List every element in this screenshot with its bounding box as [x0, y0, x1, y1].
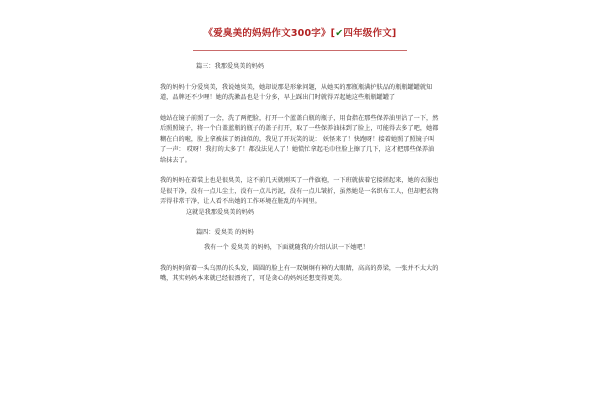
- paragraph-2c: 哎呀！我打的太多了！都没法见人了！她慌忙拿起毛巾往脸上擦了几下，这才把那些保养油给抹去了。: [160, 146, 435, 164]
- paragraph-3-end: 这就是我那爱臭美的妈妈: [186, 208, 255, 216]
- title-main: 《爱臭美的妈妈作文300字》: [203, 28, 331, 39]
- article-body: [160, 62, 440, 295]
- section3-heading: 篇三：我那爱臭美的妈妈: [196, 63, 265, 70]
- paragraph-3: 我的妈妈在着装上也是很臭美，这不前几天就刚买了一件旗袍，一下班就拔着它接搓起来，她的衣服也是很干净，没有一点儿尘土，没有一点儿污泥，没有一点儿皱折，虽然她是一名织布工人，但却把衣物弄得非常干净，让人看不出她的工作环境在脏乱的车间里。: [160, 177, 439, 206]
- paragraph-1: 我的妈妈十分爱臭美，我说她臭美，她却说那是形象问题，从她买的那瓶瓶满护肤品的瓶瓶罐罐就知道，品牌还不少哩！她的洗漱品也是十分多，早上踩出门时就得弄起她这些瓶瓶罐罐了: [160, 83, 433, 102]
- paragraph-2a: 她站在镜子前照了一会，洗了两把脸，打开一个蓝盖白瓶的瓶子，用食指在那些保养油里沾了一下，然后照照镜子，将一个白盖蓝瓶的瓶子的盖子打开，取了一些保养油抹到了脸上，可能得去多了吧，她都糊在白的啦，脸上拿被抹了奶油似的，我见了开玩笑的说：: [160, 115, 439, 143]
- paragraph-2b: 妖怪来了！快跑呀！接着她照了照镜子叫了一声：: [160, 135, 435, 154]
- title-divider: [193, 50, 407, 51]
- title-tag-bracket-close: ]: [391, 28, 397, 39]
- checkmark-icon: ✔: [335, 28, 344, 39]
- section4-intro: 我有一个 爱臭美 的妈妈，下面就随我的介绍认识一下她吧！: [204, 244, 369, 252]
- paragraph-4: 我的妈妈留着一头乌黑的长头发，圆圆的脸上有一双炯炯有神的大眼睛，高高的鼻梁，一张并不太大的嘴，其实妈妈本来就已经很漂亮了，可是贪心的妈妈还想变得更美。: [160, 265, 439, 283]
- section4-heading: 篇四：爱臭美 的妈妈: [196, 229, 254, 237]
- document-title: [0, 25, 600, 39]
- paragraph-2: [160, 114, 440, 166]
- title-tag-bracket-open: [: [330, 28, 336, 39]
- title-tag: 四年级作文: [343, 28, 392, 39]
